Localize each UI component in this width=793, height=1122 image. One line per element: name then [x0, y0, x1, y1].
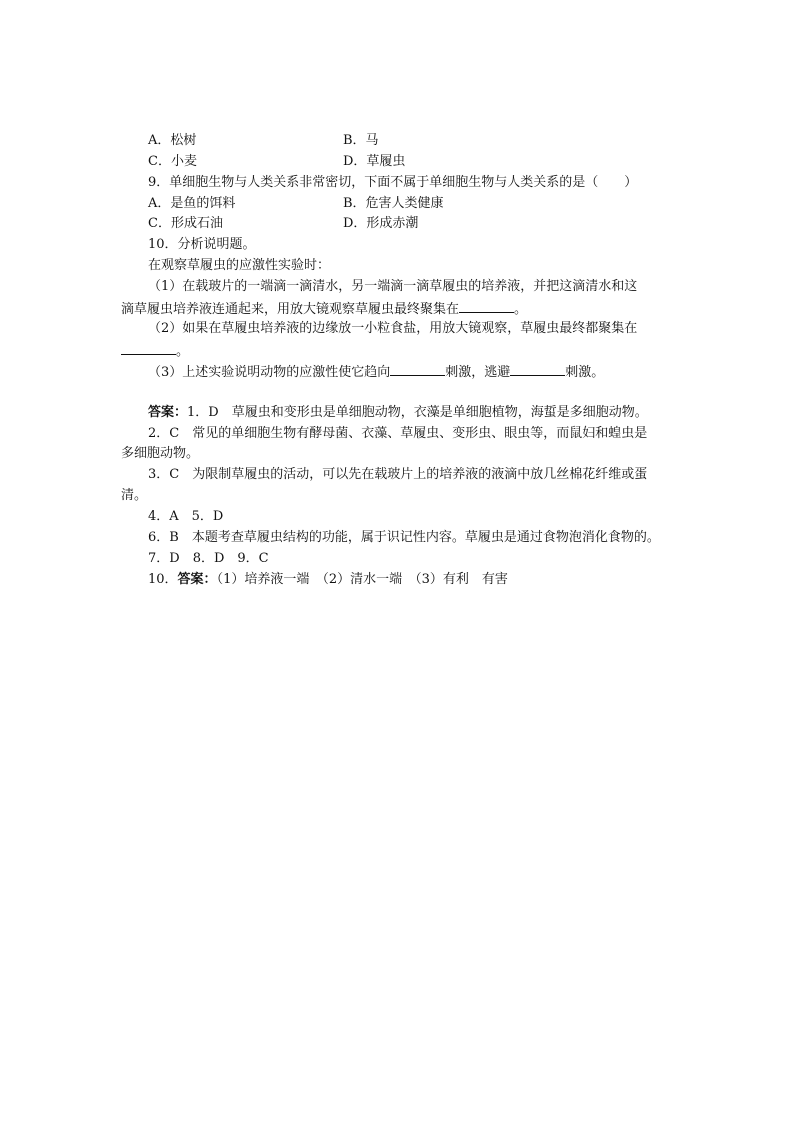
q8-option-c: C．小麦: [148, 154, 197, 169]
q10-part1-end: 。: [514, 302, 528, 317]
answer-3-line2: 清。: [121, 488, 148, 503]
q10-part1-text: 滴草履虫培养液连通起来，用放大镜观察草履虫最终聚集在: [121, 302, 460, 317]
answer-2-line1: 2．C 常见的单细胞生物有酵母菌、衣藻、草履虫、变形虫、眼虫等，而鼠妇和蝗虫是: [148, 426, 648, 441]
answer-blank: [459, 298, 514, 313]
q10-part3-a: （3）上述实验说明动物的应激性使它趋向: [148, 365, 391, 380]
answer-blank: [121, 340, 176, 355]
q10-intro: 在观察草履虫的应激性实验时：: [148, 258, 331, 273]
answer-blank: [510, 361, 565, 376]
q10-stem: 10．分析说明题。: [148, 237, 256, 252]
q10-part1-line1: （1）在载玻片的一端滴一滴清水，另一端滴一滴草履虫的培养液，并把这滴清水和这: [148, 279, 638, 294]
answer-label: 答案：: [148, 405, 188, 420]
q10-part2-line2: [121, 340, 189, 362]
q10-part3-c: 刺激。: [565, 365, 605, 380]
answer-1-text: 1．D 草履虫和变形虫是单细胞动物，衣藻是单细胞植物，海蜇是多细胞动物。: [187, 405, 648, 420]
q8-option-b: B．马: [343, 133, 379, 148]
answer-4-5: 4．A 5．D: [148, 509, 224, 524]
answer-3-line1: 3．C 为限制草履虫的活动，可以先在载玻片上的培养液的液滴中放几丝棉花纤维或蛋: [148, 467, 648, 482]
answer-10: [148, 570, 508, 590]
q10-part2-end: 。: [176, 344, 190, 359]
answer-10-label: 答案：: [177, 572, 217, 587]
q10-part3-b: 刺激，逃避: [445, 365, 511, 380]
answer-1: [148, 403, 648, 423]
q10-part2-line1: （2）如果在草履虫培养液的边缘放一小粒食盐，用放大镜观察，草履虫最终都聚集在: [148, 321, 638, 336]
q10-part1-line2: [121, 298, 527, 320]
q9-option-c: C．形成石油: [148, 216, 223, 231]
q9-option-b: B．危害人类健康: [343, 196, 444, 211]
answer-6: 6．B 本题考查草履虫结构的功能，属于识记性内容。草履虫是通过食物泡消化食物的。: [148, 530, 660, 545]
answer-10-text: （1）培养液一端 （2）清水一端 （3）有利 有害: [216, 572, 508, 587]
q9-option-a: A．是鱼的饵料: [148, 196, 236, 211]
answer-blank: [390, 361, 445, 376]
q9-option-d: D．形成赤潮: [343, 216, 419, 231]
answer-2-line2: 多细胞动物。: [121, 446, 200, 461]
q9-stem: 9．单细胞生物与人类关系非常密切，下面不属于单细胞生物与人类关系的是（ ）: [148, 175, 638, 190]
q8-option-d: D．草履虫: [343, 154, 406, 169]
answer-10-prefix: 10．: [148, 572, 178, 587]
q8-option-a: A．松树: [148, 133, 197, 148]
q10-part3: [148, 361, 604, 383]
answer-7-9: 7．D 8．D 9．C: [148, 551, 269, 566]
